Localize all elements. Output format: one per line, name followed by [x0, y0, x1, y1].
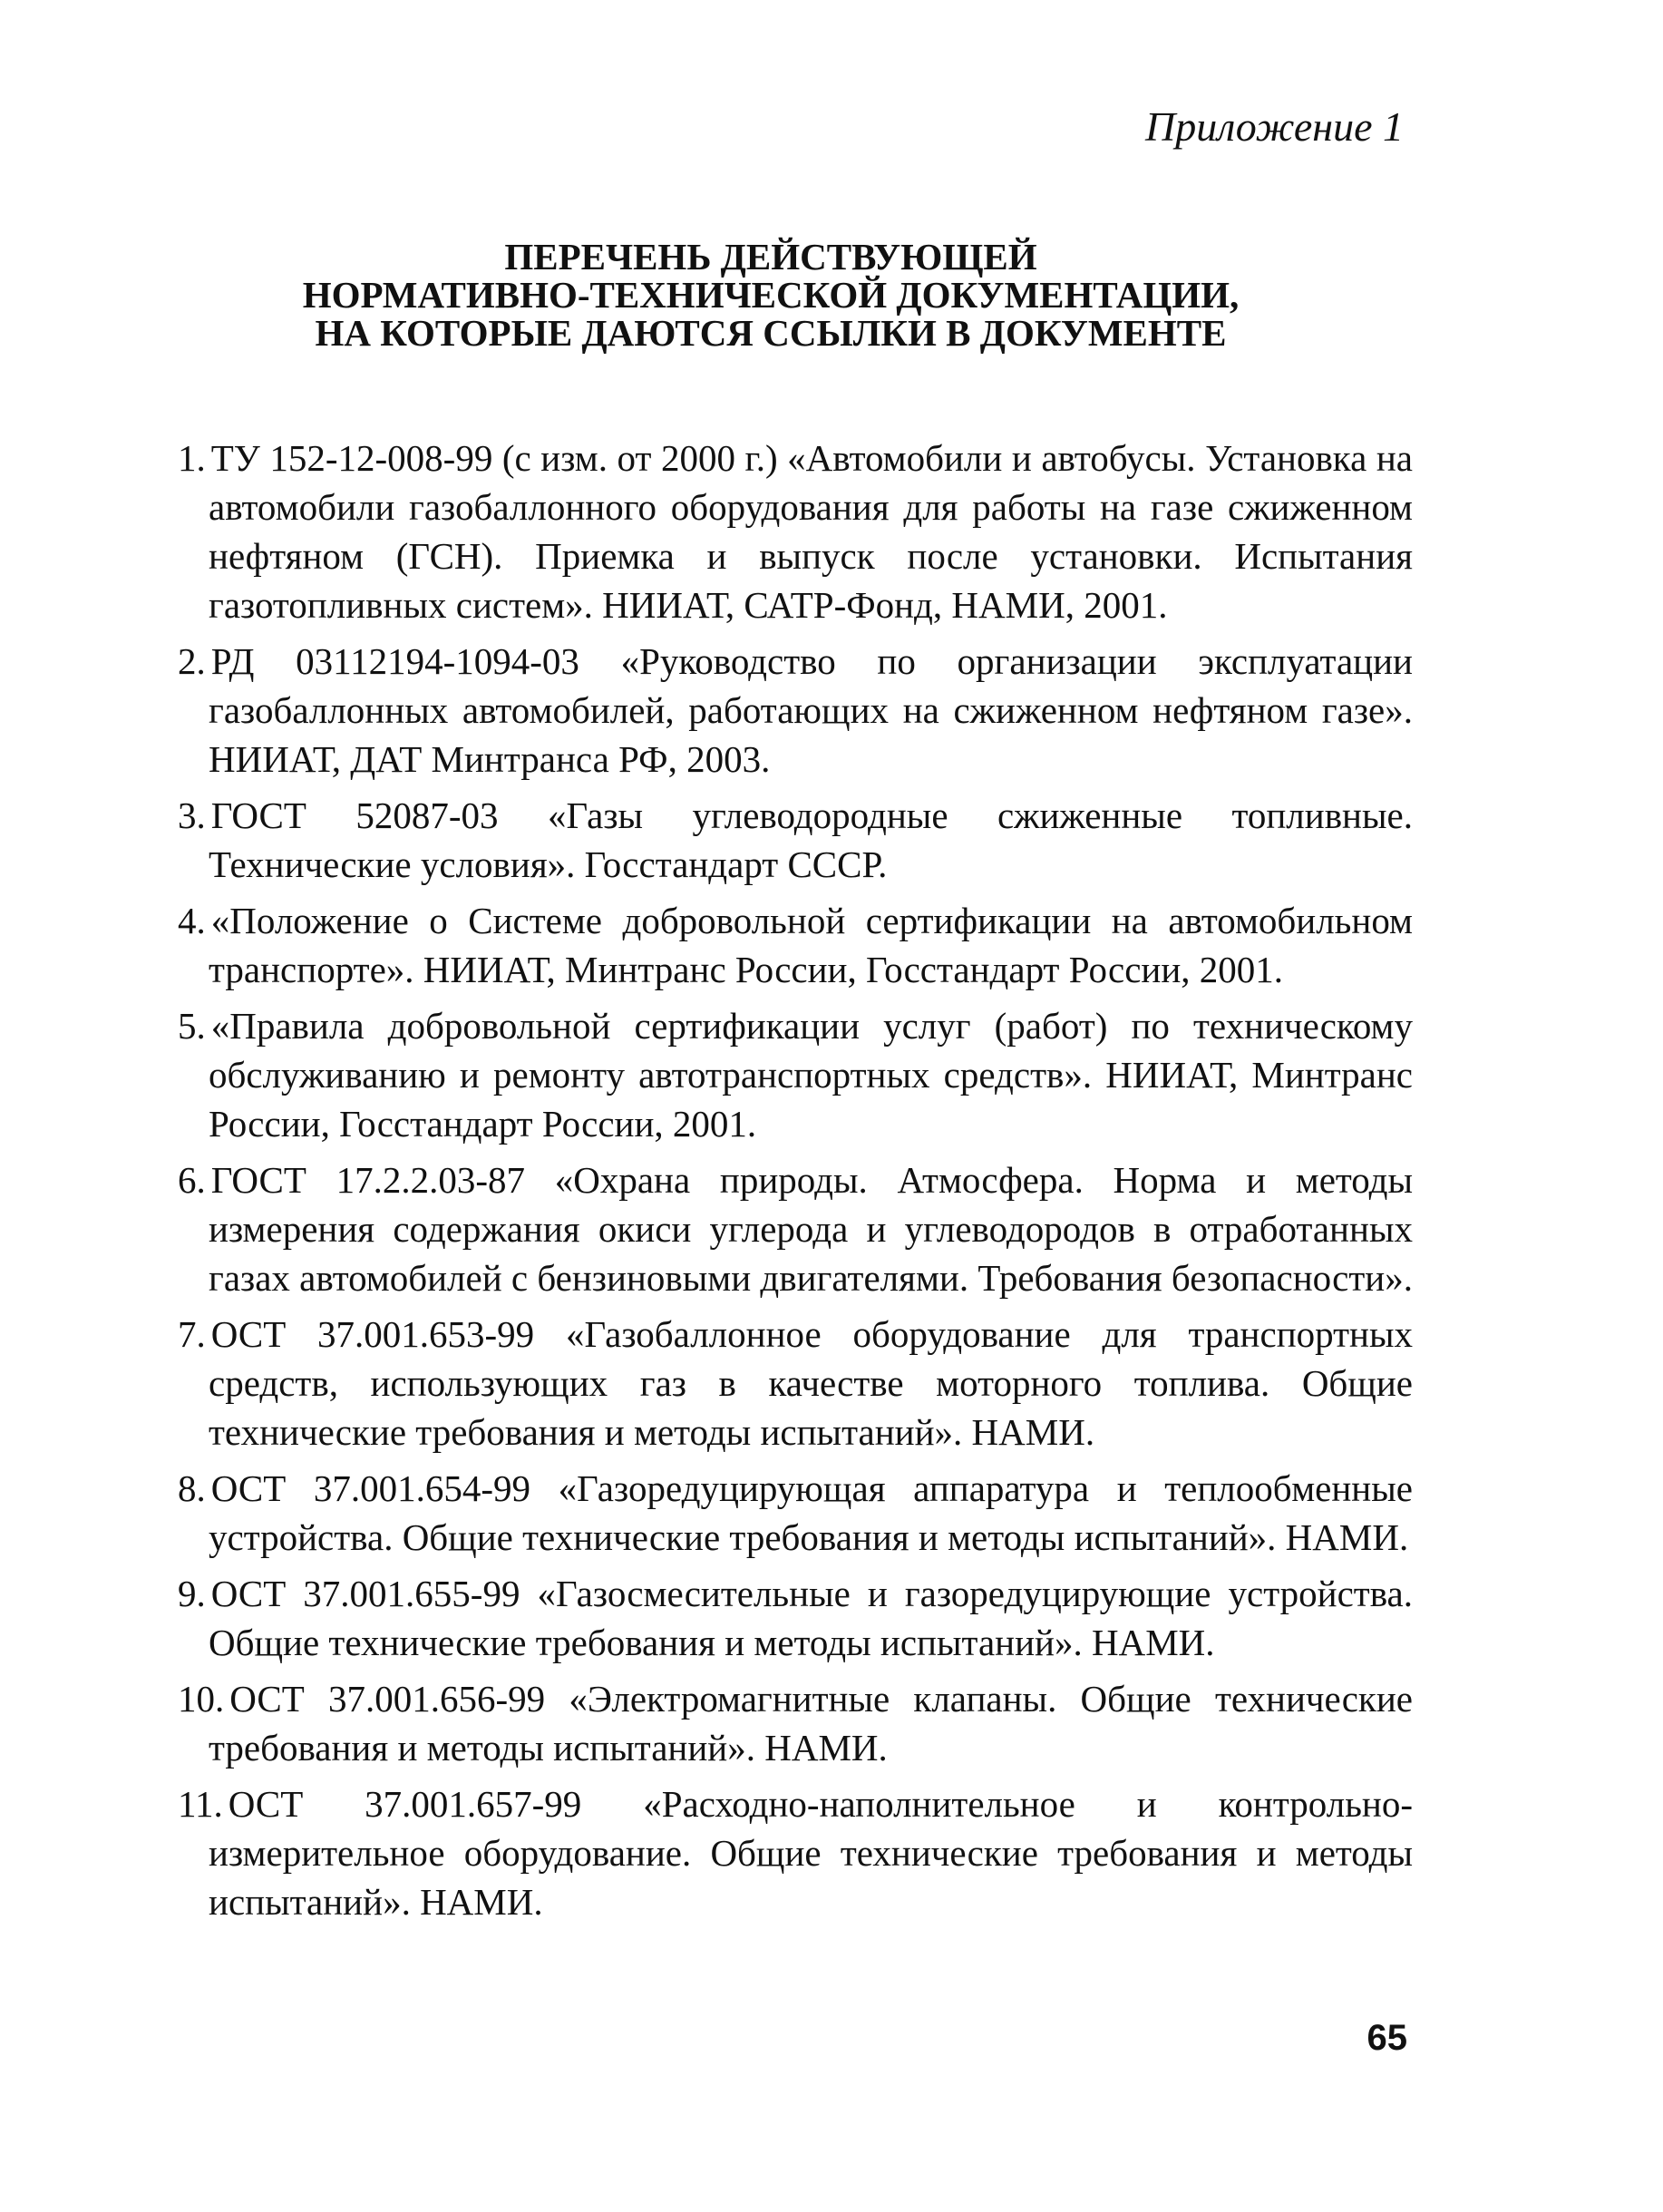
item-number: 10. [178, 1678, 225, 1720]
title-line: НА КОТОРЫЕ ДАЮТСЯ ССЫЛКИ В ДОКУМЕНТЕ [315, 312, 1227, 354]
appendix-label: Приложение 1 [1144, 103, 1404, 150]
item-text: ГОСТ 52087-03 «Газы углеводородные сжиженные топливные. Технические условия». Госстандарт СССР. [209, 794, 1413, 885]
page-title [290, 238, 1251, 352]
item-number: 2. [178, 640, 206, 682]
item-number: 4. [178, 900, 206, 941]
item-text: ГОСТ 17.2.2.03-87 «Охрана природы. Атмосфера. Норма и методы измерения содержания окиси углерода и углеводородов в отработанных газах автомобилей с бензиновыми двигателями. Требования безопасности». [209, 1159, 1413, 1299]
list-item [178, 434, 1413, 629]
item-text: ОСТ 37.001.657-99 «Расходно-наполнительное и контрольно-измерительное оборудование. Общие технические требования и методы испытаний». НАМИ. [209, 1783, 1413, 1923]
item-text: «Положение о Системе добровольной сертификации на автомобильном транспорте». НИИАТ, Минтранс России, Госстандарт России, 2001. [209, 900, 1413, 990]
list-item [178, 896, 1413, 994]
item-number: 8. [178, 1467, 206, 1509]
title-line: НОРМАТИВНО-ТЕХНИЧЕСКОЙ ДОКУМЕНТАЦИИ, [302, 274, 1240, 316]
item-number: 6. [178, 1159, 206, 1201]
item-text: ОСТ 37.001.655-99 «Газосмесительные и газоредуцирующие устройства. Общие технические требования и методы испытаний». НАМИ. [209, 1573, 1413, 1663]
list-item [178, 637, 1413, 784]
item-text: «Правила добровольной сертификации услуг (работ) по техническому обслуживанию и ремонту автотранспортных средств». НИИАТ, Минтранс России, Госстандарт России, 2001. [209, 1005, 1413, 1145]
item-number: 1. [178, 437, 206, 479]
item-text: ОСТ 37.001.656-99 «Электромагнитные клапаны. Общие технические требования и методы испытаний». НАМИ. [209, 1678, 1413, 1769]
list-item [178, 1674, 1413, 1772]
item-number: 9. [178, 1573, 206, 1614]
item-number: 5. [178, 1005, 206, 1047]
list-item [178, 791, 1413, 889]
list-item [178, 1310, 1413, 1457]
item-number: 7. [178, 1313, 206, 1355]
list-item [178, 1001, 1413, 1148]
list-item [178, 1569, 1413, 1667]
page-number: 65 [1366, 2018, 1407, 2058]
item-number: 3. [178, 794, 206, 836]
item-text: ТУ 152-12-008-99 (с изм. от 2000 г.) «Автомобили и автобусы. Установка на автомобили газобаллонного оборудования для работы на газе сжиженном нефтяном (ГСН). Приемка и выпуск после установки. Испытания газотопливных систем». НИИАТ, САТР-Фонд, НАМИ, 2001. [209, 437, 1413, 626]
list-item [178, 1464, 1413, 1562]
item-text: ОСТ 37.001.654-99 «Газоредуцирующая аппаратура и теплообменные устройства. Общие технические требования и методы испытаний». НАМИ. [209, 1467, 1413, 1558]
item-text: ОСТ 37.001.653-99 «Газобаллонное оборудование для транспортных средств, использующих газ в качестве моторного топлива. Общие технические требования и методы испытаний». НАМИ. [209, 1313, 1413, 1453]
list-item [178, 1155, 1413, 1302]
item-text: РД 03112194-1094-03 «Руководство по организации эксплуатации газобаллонных автомобилей, работающих на сжиженном нефтяном газе». НИИАТ, ДАТ Минтранса РФ, 2003. [209, 640, 1413, 780]
title-line: ПЕРЕЧЕНЬ ДЕЙСТВУЮЩЕЙ [504, 236, 1037, 278]
reference-list [178, 434, 1413, 1934]
item-number: 11. [178, 1783, 223, 1825]
list-item [178, 1779, 1413, 1926]
